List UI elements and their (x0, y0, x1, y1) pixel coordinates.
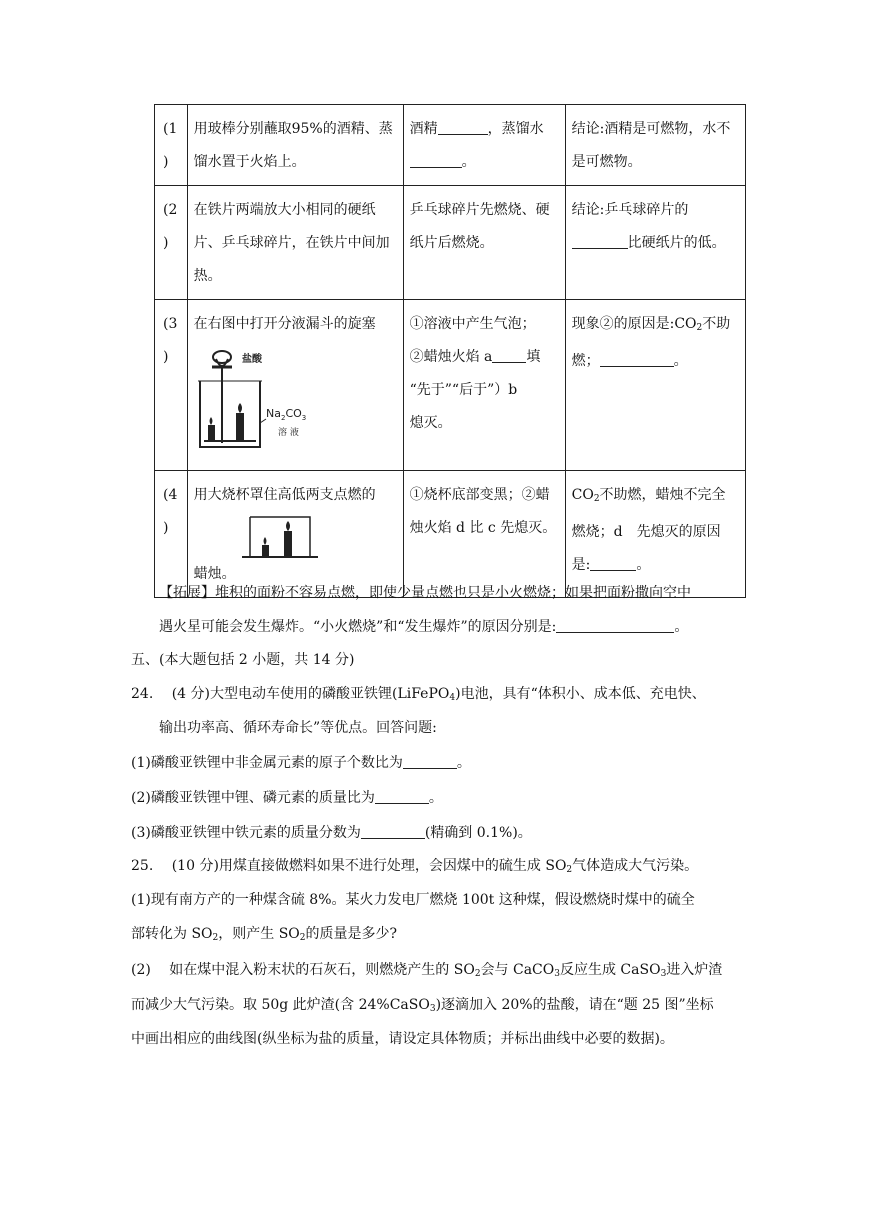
answer-blank[interactable] (361, 824, 425, 839)
experiment-table (154, 104, 746, 598)
table-row (155, 300, 746, 471)
answer-blank[interactable] (410, 153, 462, 168)
phenomenon-cell: ①烧杯底部变黑；②蜡烛火焰 d 比 c 先熄灭。 (403, 471, 565, 598)
table-row (155, 105, 746, 186)
q25-part-2-line-2: 而减少大气污染。取 50g 此炉渣(含 24%CaSO$_3$)逐滴加入 20%的盐酸，请在“题 25 图”坐标 (131, 997, 714, 1014)
q25-part-1-line-2: 部转化为 $SO_2$，则产生 $SO_2$的质量是多少? (131, 926, 398, 943)
conclusion-cell: $CO_2$不助燃，蜡烛不完全燃烧；d 先熄灭的原因是: 。 (565, 471, 745, 598)
conclusion-cell: 结论:酒精是可燃物，水不是可燃物。 (565, 105, 745, 186)
acid-label: 盐酸 (241, 354, 262, 365)
q24-part-3: (3)磷酸亚铁锂中铁元素的质量分数为 (精确到 0.1%)。 (131, 825, 532, 841)
answer-blank[interactable] (590, 556, 636, 571)
conclusion-cell: 结论:乒乓球碎片的 比硬纸片的低。 (565, 186, 745, 300)
operation-cell: 用大烧杯罩住高低两支点燃的 蜡烛。 (187, 471, 403, 598)
answer-blank[interactable] (572, 234, 628, 249)
answer-blank[interactable] (556, 618, 674, 633)
row-number: (1 ) (155, 105, 188, 186)
answer-blank[interactable] (403, 754, 457, 769)
row-number: (2 ) (155, 186, 188, 300)
row-number: (3 ) (155, 300, 188, 471)
beaker-candles-diagram (240, 513, 320, 561)
section-heading: 五、(本大题包括 2 小题，共 14 分) (131, 652, 355, 668)
extension-line-2: 遇火星可能会发生爆炸。“小火燃烧”和“发生爆炸”的原因分别是: 。 (159, 619, 689, 635)
q25-part-1-line-1: (1)现有南方产的一种煤含硫 8%。某火力发电厂燃烧 100t 这种煤，假设燃烧时煤中的硫全 (131, 892, 695, 908)
extension-line-1: 【拓展】堆积的面粉不容易点燃，即使少量点燃也只是小火燃烧；如果把面粉撒向空中 (159, 585, 691, 601)
phenomenon-cell: 乒乓球碎片先燃烧、硬纸片后燃烧。 (403, 186, 565, 300)
q25-part-2-line-1: (2) 如在煤中混入粉末状的石灰石，则燃烧产生的 $SO_2$会与 CaCO$_3$反应生成 CaSO$_3$进入炉渣 (131, 962, 723, 979)
q24-stem-line-2: 输出功率高、循环寿命长”等优点。回答问题: (159, 720, 437, 736)
phenomenon-cell: 酒精 ，蒸馏水 。 (403, 105, 565, 186)
row-number: (4 ) (155, 471, 188, 598)
answer-blank[interactable] (600, 352, 674, 367)
operation-cell: 在右图中打开分液漏斗的旋塞 盐酸 $Na_2CO_3$ 溶 液 (187, 300, 403, 471)
conclusion-cell: 现象②的原因是$:CO_2$不助燃； 。 (565, 300, 745, 471)
q24-stem-line-1: 24. (4 分)大型电动车使用的磷酸亚铁锂(LiFePO$_4$)电池，具有“体积小、成本低、充电快、 (131, 686, 706, 703)
operation-cell: 用玻棒分别蘸取95%的酒精、蒸馏水置于火焰上。 (187, 105, 403, 186)
answer-blank[interactable] (375, 789, 429, 804)
funnel-apparatus-diagram (194, 345, 324, 455)
q25-stem: 25. (10 分)用煤直接做燃料如果不进行处理，会因煤中的硫生成 $SO_2$气体造成大气污染。 (131, 858, 699, 875)
answer-blank[interactable] (492, 348, 526, 363)
operation-cell: 在铁片两端放大小相同的硬纸片、乒乓球碎片，在铁片中间加热。 (187, 186, 403, 300)
answer-blank[interactable] (438, 120, 488, 135)
q24-part-1: (1)磷酸亚铁锂中非金属元素的原子个数比为 。 (131, 755, 471, 771)
svg-text:Na2CO3: $Na_2CO_3$ (265, 407, 306, 422)
table-row (155, 186, 746, 300)
q25-part-2-line-3: 中画出相应的曲线图(纵坐标为盐的质量，请设定具体物质；并标出曲线中必要的数据)。 (131, 1031, 674, 1047)
phenomenon-cell: ①溶液中产生气泡； ②蜡烛火焰 a 填 “先于”“后于”）b 熄灭。 (403, 300, 565, 471)
q24-part-2: (2)磷酸亚铁锂中锂、磷元素的质量比为 。 (131, 790, 443, 806)
solution-label: 溶 液 (277, 428, 299, 438)
